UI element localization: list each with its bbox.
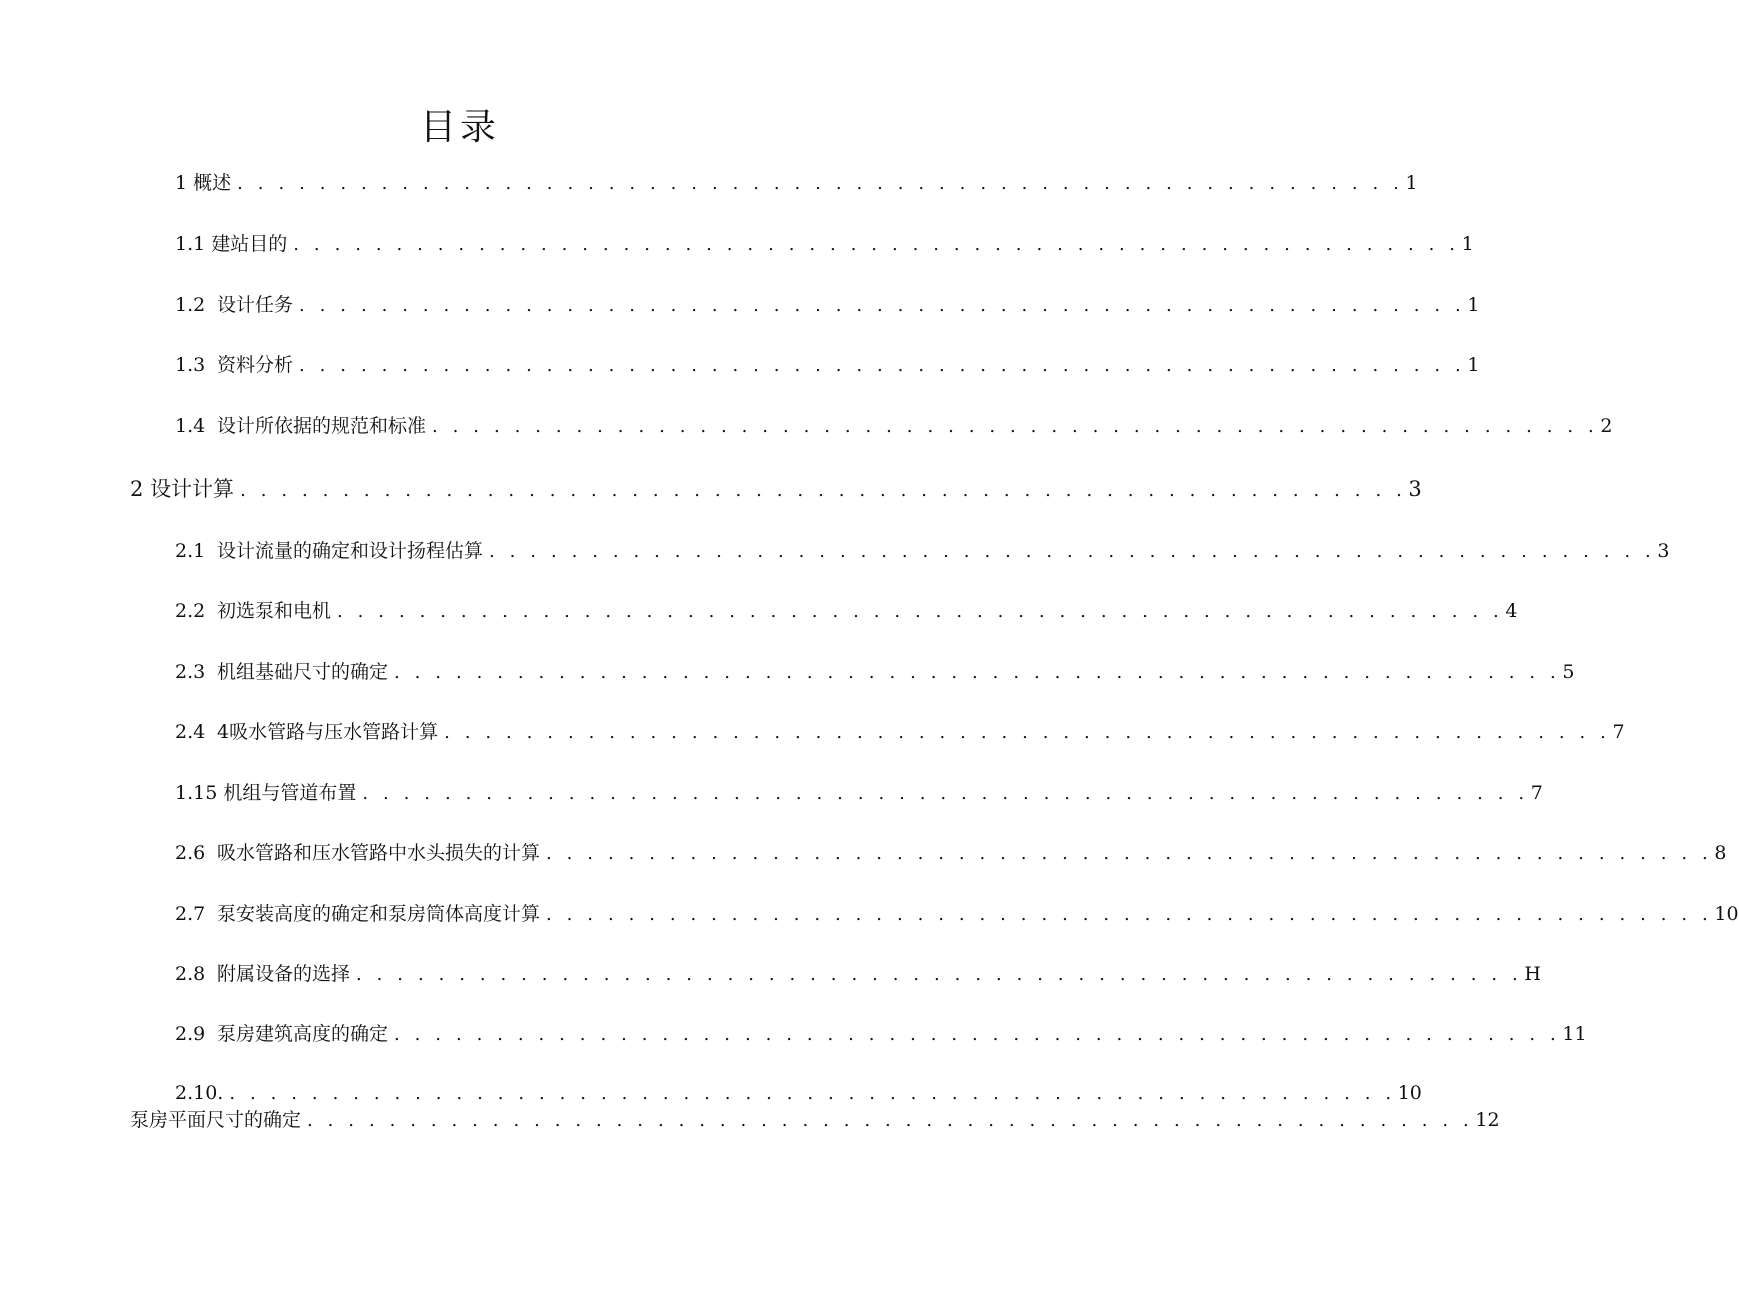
toc-entry[interactable] bbox=[175, 780, 1543, 807]
toc-entry[interactable] bbox=[175, 961, 1541, 988]
toc-entry-number: 1.1 bbox=[175, 233, 206, 255]
toc-leader-dots: . . . . . . . . . . . . . . . . . . . . . . . . . . . . . . . . . . . . . . . . . . . . . . . . . . . . . . . . . bbox=[240, 480, 1407, 501]
toc-entry-number: 2.1 bbox=[175, 540, 206, 562]
toc-entry-number: 2.8 bbox=[175, 963, 206, 985]
toc-leader-dots: . . . . . . . . . . . . . . . . . . . . . . . . . . . . . . . . . . . . . . . . . . . . . . . . . . . . . . . . . bbox=[489, 541, 1656, 562]
toc-entry-text: 附属设备的选择 bbox=[217, 963, 351, 985]
toc-entry-number: 1.3 bbox=[175, 354, 206, 376]
toc-entry[interactable] bbox=[175, 413, 1613, 440]
toc-entry[interactable] bbox=[175, 598, 1518, 625]
toc-entry[interactable] bbox=[175, 1021, 1587, 1048]
toc-entry[interactable] bbox=[130, 1107, 1500, 1134]
toc-entry-text: 资料分析 bbox=[217, 354, 294, 376]
toc-entry[interactable] bbox=[175, 170, 1418, 197]
toc-entry-text: 4吸水管路与压水管路计算 bbox=[217, 721, 439, 743]
toc-entry-page: 1 bbox=[1467, 294, 1480, 316]
toc-entry-page: 5 bbox=[1562, 661, 1575, 683]
toc-leader-dots: . . . . . . . . . . . . . . . . . . . . . . . . . . . . . . . . . . . . . . . . . . . . . . . . . . . . . . . . . bbox=[546, 904, 1713, 925]
toc-leader-dots: . . . . . . . . . . . . . . . . . . . . . . . . . . . . . . . . . . . . . . . . . . . . . . . . . . . . . . . . . bbox=[229, 1083, 1396, 1104]
toc-entry[interactable] bbox=[175, 840, 1727, 867]
toc-entry-label bbox=[175, 352, 293, 378]
toc-entry-label bbox=[175, 780, 356, 806]
toc-entry-label bbox=[175, 413, 426, 439]
toc-entry-number: 2 bbox=[130, 477, 144, 501]
toc-entry-number: 2.9 bbox=[175, 1023, 206, 1045]
toc-entry-text: 建站目的 bbox=[211, 233, 288, 255]
toc-title: 目录 bbox=[419, 107, 500, 148]
toc-entry[interactable] bbox=[175, 231, 1474, 258]
toc-entry[interactable] bbox=[175, 1080, 1422, 1107]
toc-entry-page: 3 bbox=[1657, 540, 1670, 562]
toc-leader-dots: . . . . . . . . . . . . . . . . . . . . . . . . . . . . . . . . . . . . . . . . . . . . . . . . . . . . . . . . . bbox=[394, 1024, 1561, 1045]
toc-entry-number: 2.7 bbox=[175, 903, 206, 925]
toc-leader-dots: . . . . . . . . . . . . . . . . . . . . . . . . . . . . . . . . . . . . . . . . . . . . . . . . . . . . . . . . . bbox=[394, 662, 1561, 683]
toc-entry-number: 2.10. bbox=[175, 1082, 224, 1104]
toc-entry-page: 1 bbox=[1461, 233, 1474, 255]
toc-leader-dots: . . . . . . . . . . . . . . . . . . . . . . . . . . . . . . . . . . . . . . . . . . . . . . . . . . . . . . . . . bbox=[546, 843, 1713, 864]
toc-entry-text: 泵房平面尺寸的确定 bbox=[130, 1109, 302, 1131]
toc-leader-dots: . . . . . . . . . . . . . . . . . . . . . . . . . . . . . . . . . . . . . . . . . . . . . . . . . . . . . . . . . bbox=[337, 601, 1504, 622]
toc-entry-page: 10 bbox=[1714, 903, 1739, 925]
toc-entry-label bbox=[175, 1021, 388, 1047]
toc-entry-page: 1 bbox=[1467, 354, 1480, 376]
toc-entry-page: 8 bbox=[1714, 842, 1727, 864]
toc-entry-number: 2.3 bbox=[175, 661, 206, 683]
toc-entry-text: 初选泵和电机 bbox=[217, 600, 332, 622]
toc-entry-page: 3 bbox=[1408, 477, 1422, 501]
toc-entry-label bbox=[175, 538, 483, 564]
toc-leader-dots: . . . . . . . . . . . . . . . . . . . . . . . . . . . . . . . . . . . . . . . . . . . . . . . . . . . . . . . . . bbox=[362, 783, 1529, 804]
toc-entry-label bbox=[175, 659, 388, 685]
toc-entry[interactable] bbox=[175, 719, 1625, 746]
toc-entry[interactable] bbox=[175, 901, 1739, 928]
toc-entry-text: 机组与管道布置 bbox=[223, 782, 357, 804]
toc-leader-dots: . . . . . . . . . . . . . . . . . . . . . . . . . . . . . . . . . . . . . . . . . . . . . . . . . . . . . . . . . bbox=[299, 355, 1466, 376]
toc-entry-page: H bbox=[1524, 963, 1541, 985]
toc-entry-label bbox=[175, 231, 287, 257]
toc-entry-label bbox=[175, 1080, 223, 1106]
toc-entry-number: 2.6 bbox=[175, 842, 206, 864]
toc-entry-label bbox=[175, 901, 540, 927]
toc-entry-number: 2.4 bbox=[175, 721, 206, 743]
toc-entry-text: 吸水管路和压水管路中水头损失的计算 bbox=[217, 842, 541, 864]
toc-leader-dots: . . . . . . . . . . . . . . . . . . . . . . . . . . . . . . . . . . . . . . . . . . . . . . . . . . . . . . . . . bbox=[293, 234, 1460, 255]
toc-entry-page: 7 bbox=[1612, 721, 1625, 743]
toc-entry-number: 1.2 bbox=[175, 294, 206, 316]
toc-entry-number: 2.2 bbox=[175, 600, 206, 622]
toc-entry-text: 设计所依据的规范和标准 bbox=[217, 415, 427, 437]
toc-entry[interactable] bbox=[175, 292, 1480, 319]
toc-entry[interactable] bbox=[175, 538, 1670, 565]
toc-entry-page: 1 bbox=[1405, 172, 1418, 194]
toc-entry[interactable] bbox=[175, 352, 1480, 379]
toc-entry-page: 11 bbox=[1562, 1023, 1587, 1045]
toc-entry-page: 12 bbox=[1475, 1109, 1500, 1131]
toc-leader-dots: . . . . . . . . . . . . . . . . . . . . . . . . . . . . . . . . . . . . . . . . . . . . . . . . . . . . . . . . . bbox=[356, 964, 1523, 985]
toc-entry-page: 4 bbox=[1505, 600, 1518, 622]
toc-entry-label bbox=[175, 598, 331, 624]
toc-entry-number: 1.15 bbox=[175, 782, 218, 804]
toc-entry-label bbox=[130, 1107, 301, 1133]
toc-entry-label bbox=[175, 292, 293, 318]
toc-entry-text: 泵房建筑高度的确定 bbox=[217, 1023, 389, 1045]
toc-entry-page: 10 bbox=[1397, 1082, 1422, 1104]
toc-entry-label bbox=[175, 719, 438, 745]
toc-entry-number: 1.4 bbox=[175, 415, 206, 437]
toc-entry-label bbox=[175, 170, 231, 196]
toc-entry-page: 7 bbox=[1530, 782, 1543, 804]
toc-entry[interactable] bbox=[175, 659, 1575, 686]
toc-entry-page: 2 bbox=[1600, 415, 1613, 437]
toc-leader-dots: . . . . . . . . . . . . . . . . . . . . . . . . . . . . . . . . . . . . . . . . . . . . . . . . . . . . . . . . . bbox=[237, 173, 1404, 194]
toc-leader-dots: . . . . . . . . . . . . . . . . . . . . . . . . . . . . . . . . . . . . . . . . . . . . . . . . . . . . . . . . . bbox=[307, 1110, 1474, 1131]
toc-entry-label bbox=[130, 476, 234, 502]
toc-chapter-entry[interactable] bbox=[130, 476, 1422, 504]
toc-leader-dots: . . . . . . . . . . . . . . . . . . . . . . . . . . . . . . . . . . . . . . . . . . . . . . . . . . . . . . . . . bbox=[299, 295, 1466, 316]
toc-entry-text: 泵安装高度的确定和泵房筒体高度计算 bbox=[217, 903, 541, 925]
toc-entry-text: 设计流量的确定和设计扬程估算 bbox=[217, 540, 484, 562]
toc-entry-text: 设计任务 bbox=[217, 294, 294, 316]
toc-entry-text: 设计计算 bbox=[150, 477, 235, 501]
toc-entry-label bbox=[175, 840, 540, 866]
toc-entry-text: 机组基础尺寸的确定 bbox=[217, 661, 389, 683]
toc-leader-dots: . . . . . . . . . . . . . . . . . . . . . . . . . . . . . . . . . . . . . . . . . . . . . . . . . . . . . . . . . bbox=[444, 722, 1611, 743]
toc-entry-number: 1 bbox=[175, 172, 188, 194]
toc-entry-label bbox=[175, 961, 350, 987]
toc-leader-dots: . . . . . . . . . . . . . . . . . . . . . . . . . . . . . . . . . . . . . . . . . . . . . . . . . . . . . . . . . bbox=[432, 416, 1599, 437]
toc-entry-text: 概述 bbox=[193, 172, 232, 194]
